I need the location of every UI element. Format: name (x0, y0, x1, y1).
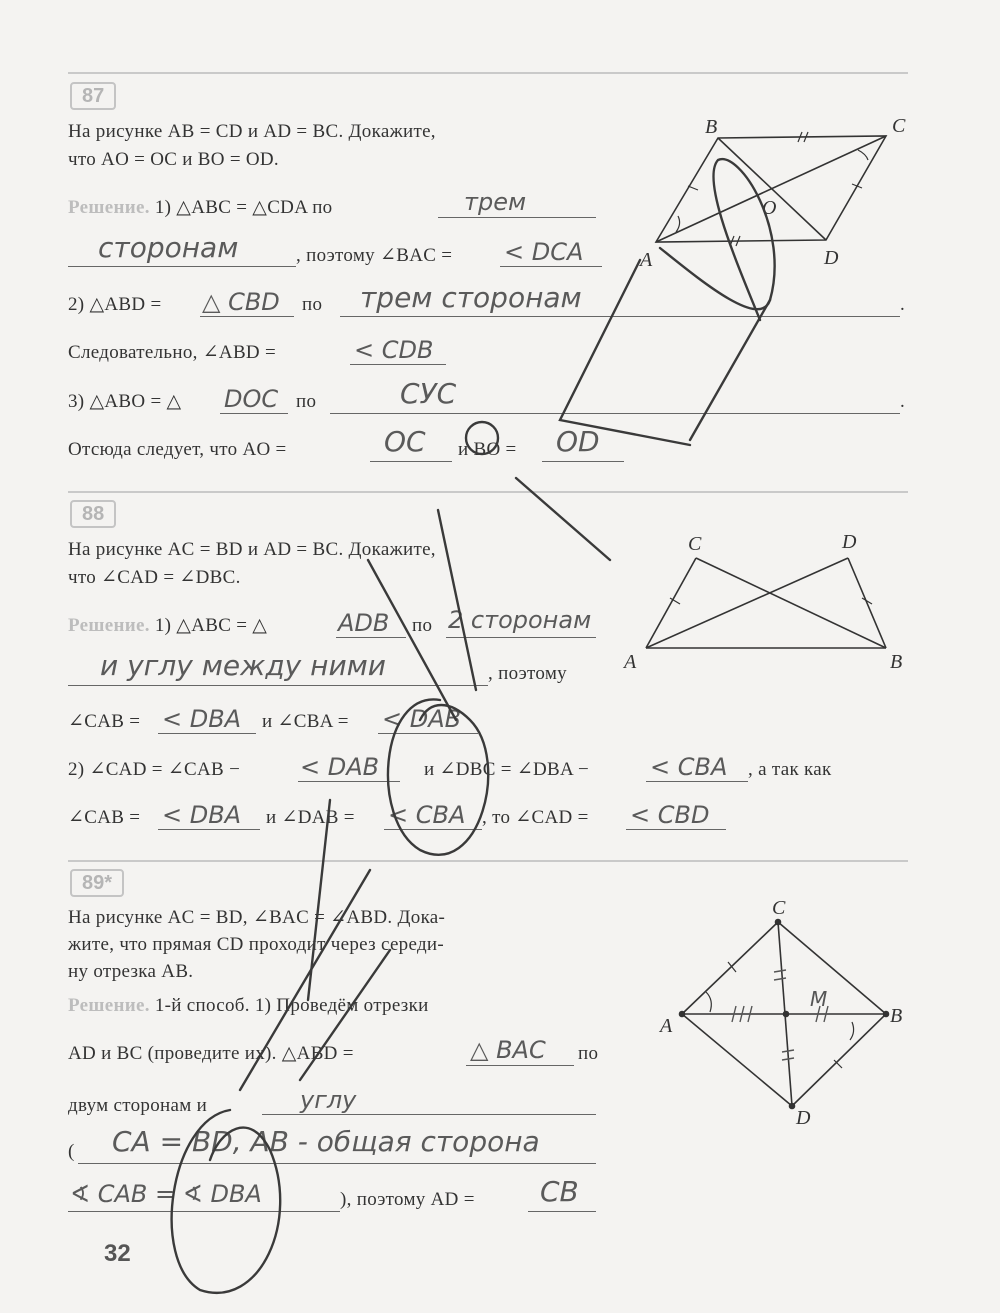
handwritten-answer: трем сторонам (360, 281, 582, 314)
scribble-line (300, 950, 390, 1080)
solution-label: Решение. (68, 615, 150, 636)
point (790, 1104, 795, 1109)
solution-text: по (296, 391, 317, 412)
handwritten-answer: < DAB (300, 753, 380, 781)
solution-text: Отсюда следует, что AO = (68, 439, 287, 460)
angle-mark (676, 216, 680, 232)
scribble-line (690, 300, 770, 440)
solution-text: двум сторонам и (68, 1095, 208, 1116)
handwritten-answer: < CBD (630, 801, 710, 829)
handwritten-answer: углу (300, 1086, 357, 1114)
angle-mark (850, 1022, 854, 1040)
problem-number-88: 88 (70, 500, 116, 528)
handwritten-answer: СУС (400, 377, 457, 410)
page-number: 32 (104, 1240, 131, 1267)
handwritten-answer: < DBA (162, 705, 242, 733)
scribble-loop (172, 1110, 281, 1293)
segment-bc (696, 558, 886, 648)
solution-text: , а так как (748, 759, 832, 780)
problem-87-statement: На рисунке AB = CD и AD = BC. Докажите, (68, 121, 436, 142)
solution-text: ∠CAB = (68, 711, 141, 732)
solution-text: по (302, 294, 323, 315)
problem-87-statement: что AO = OC и BO = OD. (68, 149, 279, 170)
figure-label: C (688, 533, 702, 555)
handwritten-answer: △ CBD (202, 288, 280, 316)
figure-label: D (842, 531, 857, 553)
problem-number-89: 89* (70, 869, 124, 897)
figure-label: B (890, 651, 903, 673)
solution-text: по (578, 1043, 599, 1064)
figure-89 (680, 920, 889, 1109)
scribble-loop (388, 699, 488, 854)
solution-text: , поэтому ∠BAC = (296, 245, 453, 266)
solution-text: и ∠DAB = (266, 807, 355, 828)
handwritten-answer: △ BAC (470, 1036, 546, 1064)
point (884, 1012, 889, 1017)
handwritten-answer: ∢ CAB = ∢ DBA (70, 1180, 262, 1208)
solution-text: , поэтому (488, 663, 567, 684)
handwritten-answer: DOC (224, 385, 279, 413)
solution-text: 3) △ABO = △ (68, 391, 182, 412)
solution-text: и ∠DBC = ∠DBA − (424, 759, 590, 780)
handwritten-answer: < CBA (388, 801, 466, 829)
handwritten-answer: ADB (338, 609, 390, 637)
solution-text: ∠CAB = (68, 807, 141, 828)
scribble-line (560, 260, 690, 445)
figure-label: B (890, 1005, 903, 1027)
segment-db (792, 1014, 886, 1106)
solution-text: по (412, 615, 433, 636)
angle-mark (706, 992, 711, 1012)
problem-89-statement: жите, что прямая CD проходит через середи- (68, 934, 445, 955)
scribble-circle (466, 422, 498, 454)
figure-label: O (762, 197, 777, 219)
solution-label: Решение. (68, 995, 150, 1016)
handwritten-answer: CB (540, 1175, 579, 1208)
scribble-line (240, 870, 370, 1090)
figure-88 (646, 558, 886, 648)
point (680, 1012, 685, 1017)
figure-label: B (705, 116, 718, 138)
solution-text: AD и BC (проведите их). △ABD = (68, 1043, 354, 1064)
tick-mark (688, 186, 698, 190)
handwritten-answer: < DCA (504, 238, 584, 266)
figure-label: C (772, 897, 786, 919)
pen-scribbles (172, 159, 775, 1293)
handwritten-answer: < DBA (162, 801, 242, 829)
scribble-line (438, 510, 476, 690)
solution-text: 2) △ABD = (68, 294, 162, 315)
handwritten-answer: CA = BD, AB - общая сторона (112, 1125, 540, 1158)
punctuation: . (900, 294, 906, 315)
solution-text: Следовательно, ∠ABD = (68, 342, 277, 363)
punctuation: . (900, 391, 906, 412)
figure-label: D (824, 247, 839, 269)
handwritten-answer: и углу между ними (100, 649, 386, 682)
segment-ad (682, 1014, 792, 1106)
solution-text: и BO = (458, 439, 517, 460)
figure-label: C (892, 115, 906, 137)
handwritten-answer: < CBA (650, 753, 728, 781)
solution-text: 1-й способ. 1) Проведём отрезки (154, 995, 429, 1016)
solution-text: и ∠CBA = (262, 711, 349, 732)
solution-text: ( (68, 1141, 75, 1162)
figure-label: M (810, 987, 828, 1011)
handwritten-answer: сторонам (98, 231, 239, 264)
problem-number-87: 87 (70, 82, 116, 110)
scribble-line (516, 478, 610, 560)
point (784, 1012, 789, 1017)
problem-88-statement: что ∠CAD = ∠DBC. (68, 567, 241, 588)
solution-text: 2) ∠CAD = ∠CAB − (68, 759, 241, 780)
segment-cb (778, 922, 886, 1014)
problem-89-statement: ну отрезка AB. (68, 961, 194, 982)
handwritten-answer: OC (384, 425, 426, 458)
scribble-loop (660, 159, 775, 320)
handwritten-answer: OD (556, 425, 600, 458)
segment-bd (848, 558, 886, 648)
problem-89-statement: На рисунке AC = BD, ∠BAC = ∠ABD. Дока- (68, 907, 446, 928)
figure-label: A (640, 249, 653, 271)
handwritten-answer: 2 сторонам (448, 606, 592, 634)
handwritten-answer: < DAB (382, 705, 462, 733)
solution-text: , то ∠CAD = (482, 807, 589, 828)
segment-ac (646, 558, 696, 648)
figure-label: A (624, 651, 637, 673)
handwritten-answer: трем (464, 188, 527, 216)
point (776, 920, 781, 925)
solution-text: 1) △ABC = △ (154, 615, 268, 636)
scribble-line (368, 560, 456, 720)
solution-text: ), поэтому AD = (340, 1189, 475, 1210)
figure-label: D (796, 1107, 811, 1129)
handwritten-answer: < CDB (354, 336, 434, 364)
solution-text: 1) △ABC = △CDA по (154, 197, 333, 218)
solution-label: Решение. (68, 197, 150, 218)
problem-88-statement: На рисунке AC = BD и AD = BC. Докажите, (68, 539, 436, 560)
figure-label: A (660, 1015, 673, 1037)
segment-ac (682, 922, 778, 1014)
diagonal-bd (718, 138, 826, 240)
angle-mark (858, 150, 868, 160)
segment-ad (646, 558, 848, 648)
